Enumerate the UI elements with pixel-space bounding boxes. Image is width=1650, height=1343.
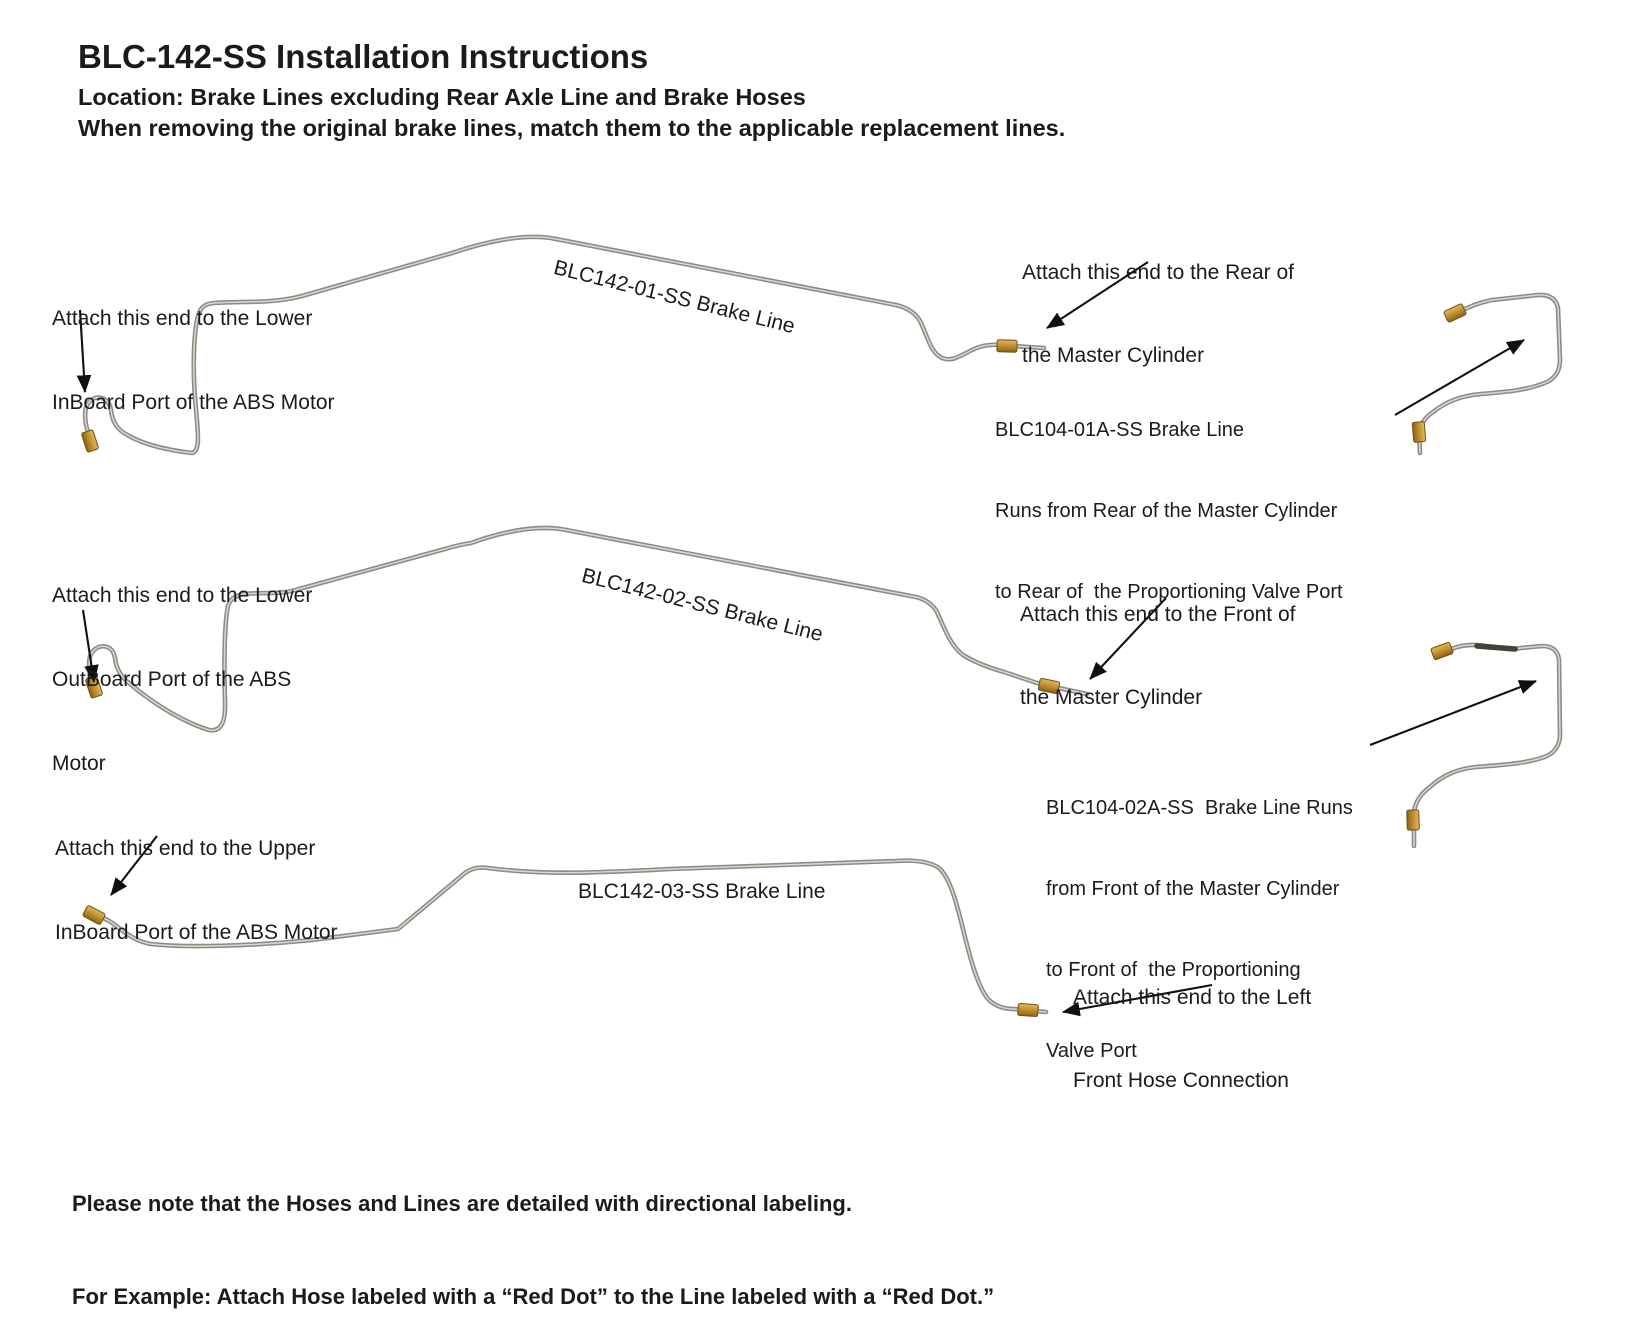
annotation-line: from Front of the Master Cylinder (1046, 878, 1340, 900)
annotation-line: Attach this end to the Lower (52, 307, 313, 330)
annotation-line: to Front of the Proportioning (1046, 959, 1301, 981)
fitting-104-01a-bottom (1412, 422, 1426, 443)
line1-label: BLC142-01-SS Brake Line (551, 256, 798, 339)
annotation-line: the Master Cylinder (1020, 685, 1203, 709)
annotation-front-master-cylinder (1020, 546, 1296, 739)
page-title: BLC-142-SS Installation Instructions (78, 38, 649, 75)
fitting-104-02a-top (1431, 642, 1454, 660)
annotation-line: Attach this end to the Front of (1020, 603, 1296, 626)
annotation-lower-outboard (52, 526, 312, 806)
annotation-line: Front Hose Connection (1073, 1068, 1289, 1092)
annotation-left-front-hose (1073, 929, 1311, 1122)
fitting-line1-right (997, 340, 1017, 353)
fitting-104-02a-bottom (1407, 810, 1420, 830)
annotation-line: the Master Cylinder (1022, 343, 1205, 367)
annotation-line: Attach this end to the Lower (52, 584, 313, 607)
annotation-line: Attach this end to the Rear of (1022, 261, 1294, 284)
footer-note (72, 1126, 994, 1343)
annotation-lower-inboard (52, 249, 335, 445)
annotation-line: to Rear of the Proportioning Valve Port (995, 581, 1343, 603)
line2-label: BLC142-02-SS Brake Line (579, 564, 826, 647)
annotation-line: BLC104-02A-SS Brake Line Runs (1046, 797, 1353, 819)
location-subtitle: Location: Brake Lines excluding Rear Axle Line and Brake Hoses (78, 84, 806, 110)
arrow-blc104-01a (1395, 340, 1524, 415)
annotation-line: InBoard Port of the ABS Motor (55, 921, 338, 944)
label-band (1477, 646, 1515, 649)
blc104-02a-photo (1414, 645, 1560, 846)
instruction-subtitle: When removing the original brake lines, match them to the applicable replacement lines. (78, 115, 1066, 141)
annotation-line: Motor (52, 752, 106, 775)
fitting-104-01a-top (1443, 303, 1466, 322)
annotation-line: Runs from Rear of the Master Cylinder (995, 500, 1338, 522)
footer-note-line: For Example: Attach Hose labeled with a “Red Dot” to the Line labeled with a “Red Dot.” (72, 1284, 995, 1309)
footer-note-line: Please note that the Hoses and Lines are detailed with directional labeling. (72, 1191, 852, 1216)
annotation-upper-inboard (55, 779, 338, 975)
annotation-line: Valve Port (1046, 1040, 1137, 1062)
line3-label: BLC142-03-SS Brake Line (578, 880, 826, 903)
annotation-line: Attach this end to the Upper (55, 837, 316, 860)
arrow-blc104-02a (1370, 681, 1536, 745)
annotation-line: BLC104-01A-SS Brake Line (995, 419, 1245, 441)
annotation-line: InBoard Port of the ABS Motor (52, 391, 335, 414)
annotation-line: Attach this end to the Left (1073, 986, 1312, 1009)
annotation-line: OutBoard Port of the ABS (52, 668, 292, 691)
fitting-line3-right (1018, 1003, 1039, 1016)
blc104-01a-photo (1419, 295, 1560, 453)
